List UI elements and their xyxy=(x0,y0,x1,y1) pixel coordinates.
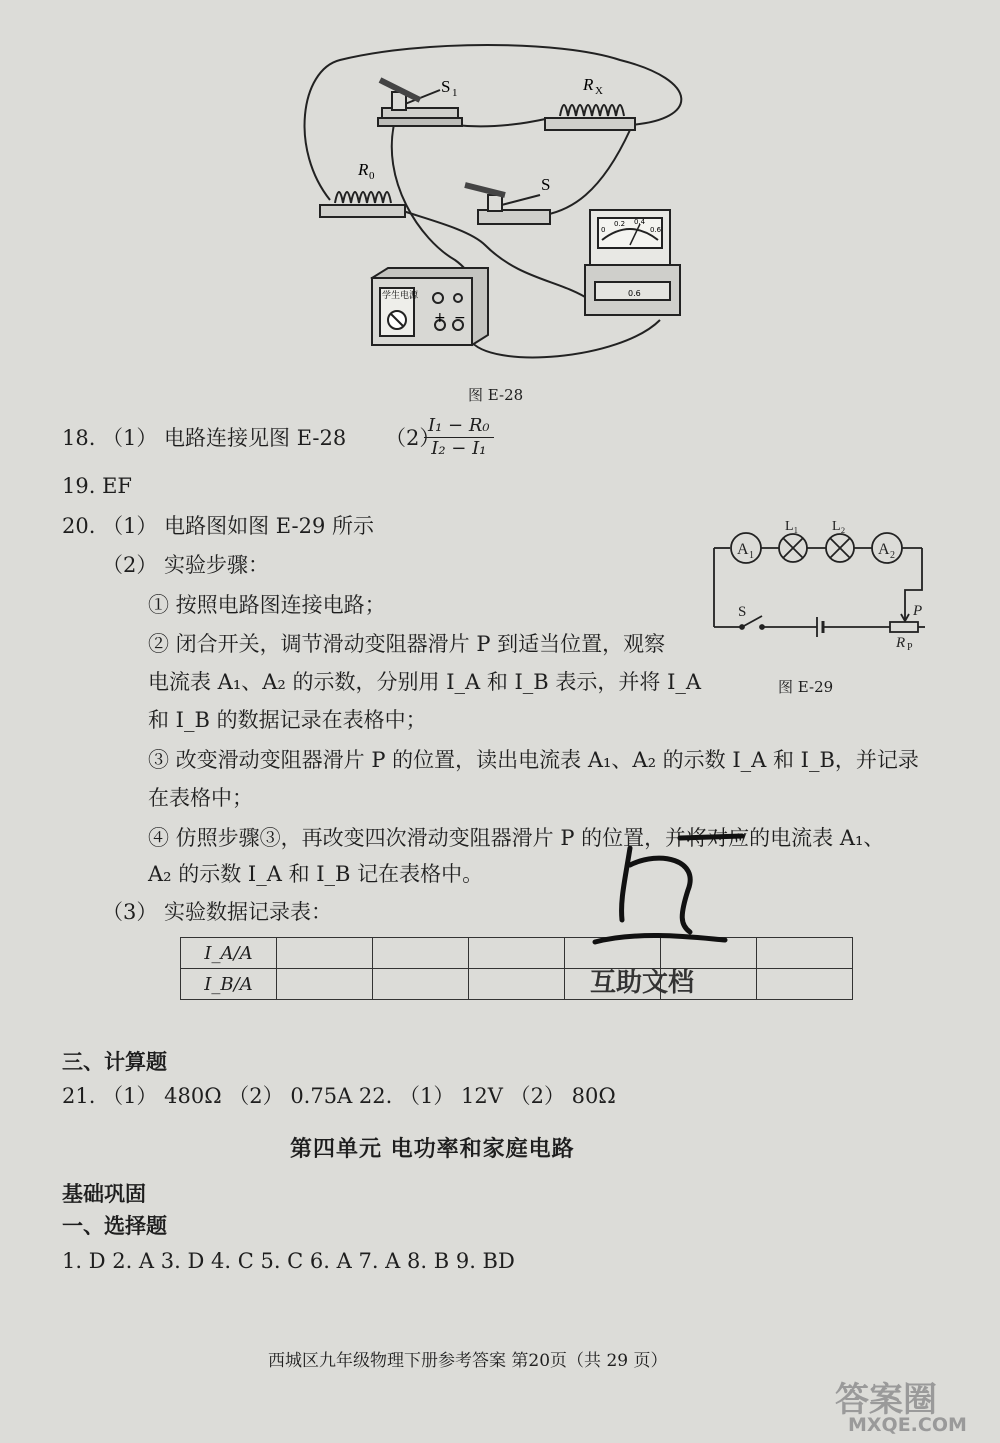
table-cell xyxy=(757,938,853,969)
table-row xyxy=(181,969,853,1000)
meter-tick-3: 0.6 xyxy=(650,226,662,234)
table-cell xyxy=(277,938,373,969)
table-cell xyxy=(469,938,565,969)
meter-tick-1: 0.2 xyxy=(614,220,626,228)
q20-steps-title: （2） 实验步骤： xyxy=(102,553,270,577)
plus-sign: + xyxy=(434,310,446,326)
lamp-l2-label: L₂ xyxy=(832,520,846,534)
q20-step1: ① 按照电路图连接电路； xyxy=(148,593,386,617)
figure-e29-circuit xyxy=(700,520,940,660)
logo-url-watermark: MXQE.COM xyxy=(848,1414,967,1436)
q20-step3-line1: ③ 改变滑动变阻器滑片 P 的位置，读出电流表 A₁、A₂ 的示数 I_A 和 I_B，并记录 xyxy=(148,748,919,772)
q18-number: 18. xyxy=(62,426,96,450)
switch-s-label: S xyxy=(738,604,747,620)
power-supply-label: 学生电源 xyxy=(382,291,419,301)
stamp-watermark: 互助文档 xyxy=(590,968,695,998)
row-header-ia: I_A/A xyxy=(181,938,277,969)
q20-step3-line2: 在表格中； xyxy=(148,786,253,810)
s1-label: S xyxy=(441,77,451,96)
choice-answers: 1. D 2. A 3. D 4. C 5. C 6. A 7. A 8. B 9. BD xyxy=(62,1249,515,1273)
q20-table-title: （3） 实验数据记录表： xyxy=(102,900,333,924)
q20-step4-line1: ④ 仿照步骤③，再改变四次滑动变阻器滑片 P 的位置，并将对应的电流表 A₁、 xyxy=(148,826,885,850)
handwritten-watermark xyxy=(580,820,760,950)
ammeter-a2-sub: 2 xyxy=(890,550,895,561)
choice-title: 一、选择题 xyxy=(62,1214,167,1238)
table-cell xyxy=(469,969,565,1000)
q20-step2-line3: 和 I_B 的数据记录在表格中； xyxy=(148,708,427,732)
lamp-l1-label: L₁ xyxy=(785,520,799,534)
section3-title: 三、计算题 xyxy=(62,1050,167,1074)
q19-answer: 19. EF xyxy=(62,474,132,498)
fraction-denominator: I₂ − I₁ xyxy=(431,438,487,459)
q18-part2-label: （2） xyxy=(385,426,441,450)
q20-step4-line2: A₂ 的示数 I_A 和 I_B 记在表格中。 xyxy=(148,862,484,886)
ammeter-a1-sub: 1 xyxy=(749,550,754,561)
rx-label: R xyxy=(583,75,594,94)
rheostat-label: R xyxy=(896,635,906,651)
q20-head: 20. （1） 电路图如图 E-29 所示 xyxy=(62,514,374,538)
slider-p-label: P xyxy=(913,603,923,619)
q18-fraction xyxy=(424,415,494,460)
rheostat-sub: P xyxy=(907,642,913,653)
basic-title: 基础巩固 xyxy=(62,1182,146,1206)
table-cell xyxy=(373,969,469,1000)
q20-step2-line2: 电流表 A₁、A₂ 的示数，分别用 I_A 和 I_B 表示，并将 I_A xyxy=(148,670,702,694)
table-cell xyxy=(277,969,373,1000)
section3-answers: 21. （1） 480Ω （2） 0.75A 22. （1） 12V （2） 80Ω xyxy=(62,1084,616,1108)
s-label: S xyxy=(541,175,551,194)
r0-sub: 0 xyxy=(369,170,375,182)
unit4-title: 第四单元 电功率和家庭电路 xyxy=(290,1137,575,1162)
fraction-numerator: I₁ − R₀ xyxy=(424,415,494,438)
ammeter-a1-label: A xyxy=(737,541,749,558)
figure-e28-caption: 图 E-28 xyxy=(468,386,524,404)
s1-sub: 1 xyxy=(452,87,458,99)
meter-tick-2: 0.4 xyxy=(634,218,646,226)
meter-tick-0: 0 xyxy=(601,226,606,234)
q20-step2-line1: ② 闭合开关，调节滑动变阻器滑片 P 到适当位置，观察 xyxy=(148,632,666,656)
table-cell xyxy=(373,938,469,969)
figure-e29-caption: 图 E-29 xyxy=(778,678,834,696)
ammeter-a2-label: A xyxy=(878,541,890,558)
meter-terminal-label: 0.6 xyxy=(628,289,641,298)
minus-sign: − xyxy=(454,310,466,326)
r0-label: R xyxy=(358,160,369,179)
row-header-ib: I_B/A xyxy=(181,969,277,1000)
q18-part1: （1） 电路连接见图 E-28 xyxy=(102,426,347,450)
rx-sub: X xyxy=(595,85,603,97)
logo-watermark: 答案圈 xyxy=(835,1380,937,1420)
figure-e28 xyxy=(0,0,1000,400)
table-cell xyxy=(757,969,853,1000)
page-footer: 西城区九年级物理下册参考答案 第20页（共 29 页） xyxy=(268,1351,668,1371)
